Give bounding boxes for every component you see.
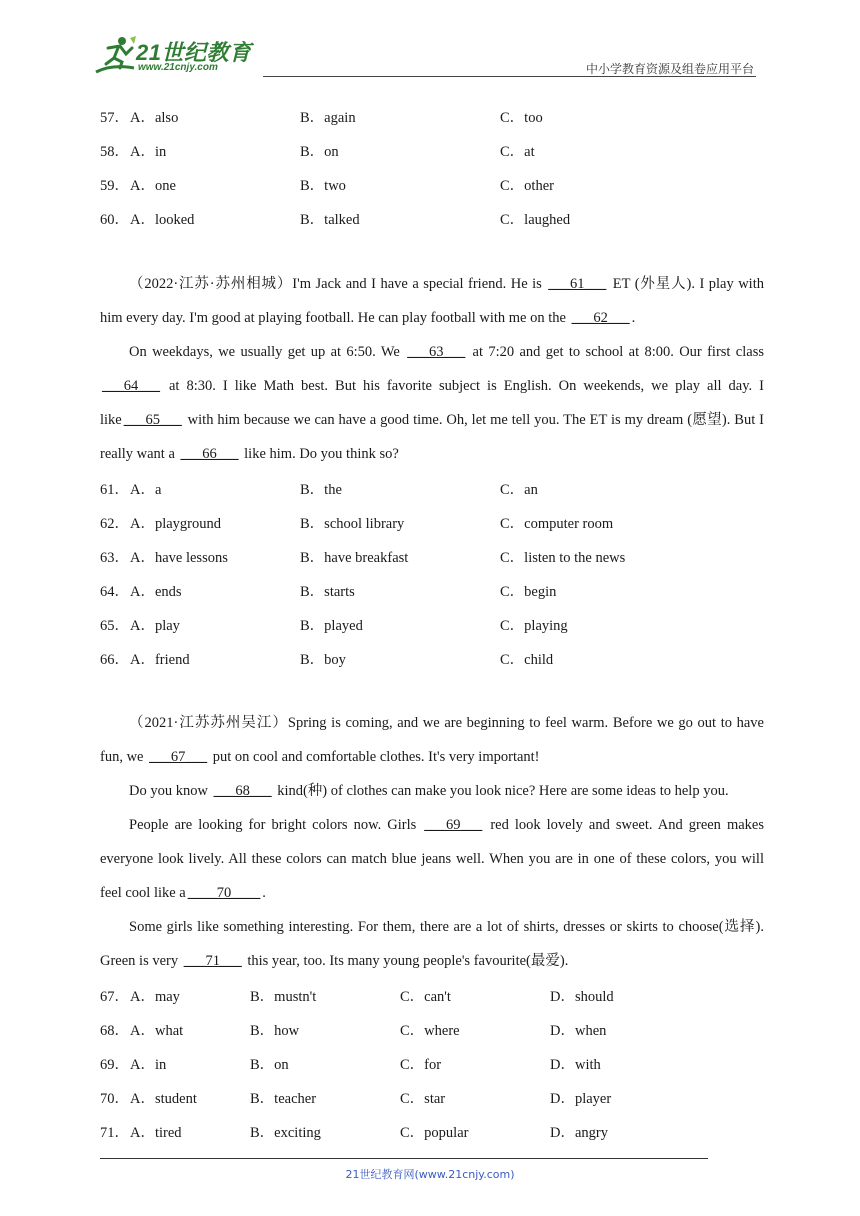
question-row-63 <box>100 546 780 580</box>
option-c: C．listen to the news <box>500 550 626 566</box>
question-number: 65． <box>100 618 129 634</box>
options-block-3 <box>100 985 780 1155</box>
passage-text: put on cool and comfortable clothes. It's very important! <box>209 749 540 765</box>
question-row-61 <box>100 478 780 512</box>
header-platform-name: 中小学教育资源及组卷应用平台 <box>585 62 754 76</box>
blank-69: ___69___ <box>424 817 483 833</box>
options-block-1 <box>100 106 780 242</box>
question-row-58 <box>100 140 780 174</box>
question-number: 67． <box>100 989 129 1005</box>
question-number: 61． <box>100 482 129 498</box>
option-a: A．one <box>130 178 176 194</box>
option-c: C．at <box>500 144 535 160</box>
option-a: A．playground <box>130 516 222 532</box>
option-b: B．talked <box>300 212 360 228</box>
blank-65: ___65___ <box>123 412 182 428</box>
option-b: B．have breakfast <box>300 550 409 566</box>
blank-68: ___68___ <box>213 783 272 799</box>
option-c: C．playing <box>500 618 568 634</box>
passage-text: I'm Jack and I have a special friend. He is <box>292 276 547 292</box>
passage-text: . <box>631 310 636 326</box>
blank-66: ___66___ <box>180 446 239 462</box>
option-b: B．on <box>250 1057 289 1073</box>
question-row-71 <box>100 1121 780 1155</box>
question-row-65 <box>100 614 780 648</box>
option-a: A．may <box>130 989 180 1005</box>
option-c: C．for <box>400 1057 442 1073</box>
option-b: B．boy <box>300 652 346 668</box>
question-row-69 <box>100 1053 780 1087</box>
page-header <box>0 0 860 82</box>
question-row-59 <box>100 174 780 208</box>
passage-text: red look lovely and sweet. And green makes everyone look lively. All these colors can match blue jeans well. When you are in one of these colors, you will feel cool like a <box>100 817 765 901</box>
blank-67: ___67___ <box>149 749 208 765</box>
option-a: A．what <box>130 1023 184 1039</box>
question-number: 59． <box>100 178 129 194</box>
option-c: C．begin <box>500 584 557 600</box>
logo-url: www.21cnjy.com <box>138 62 218 73</box>
option-b: B．again <box>300 110 356 126</box>
passage-text: . <box>262 885 266 901</box>
option-b: B．the <box>300 482 342 498</box>
passage-3-paragraph-3 <box>100 808 764 910</box>
passage-2 <box>100 267 764 471</box>
option-a: A．looked <box>130 212 195 228</box>
question-row-68 <box>100 1019 780 1053</box>
passage-text: at 7:20 and get to school at 8:00. Our first class <box>467 344 764 360</box>
passage-text: this year, too. Its many young people's favourite(最爱). <box>243 953 569 969</box>
option-c: C．child <box>500 652 554 668</box>
question-number: 66． <box>100 652 129 668</box>
passage-2-paragraph-1 <box>100 267 764 335</box>
option-a: A．a <box>130 482 162 498</box>
blank-62: ___62___ <box>571 310 630 326</box>
option-c: C．an <box>500 482 538 498</box>
option-c: C．popular <box>400 1125 469 1141</box>
passage-text: with him because we can have a good time. Oh, let me tell you. The ET is my dream (愿望). But I really want a <box>100 412 764 462</box>
option-a: A．in <box>130 1057 167 1073</box>
option-d: D．with <box>550 1057 601 1073</box>
option-b: B．exciting <box>250 1125 321 1141</box>
question-row-57 <box>100 106 780 140</box>
passage-text: kind(种) of clothes can make you look nice? Here are some ideas to help you. <box>273 783 729 799</box>
option-d: D．angry <box>550 1125 608 1141</box>
passage-text: On weekdays, we usually get up at 6:50. We <box>129 344 406 360</box>
passage-source: （2022·江苏·苏州相城） <box>129 276 293 292</box>
passage-text: Do you know <box>129 783 212 799</box>
question-row-62 <box>100 512 780 546</box>
question-number: 62． <box>100 516 129 532</box>
option-c: C．laughed <box>500 212 571 228</box>
blank-64: ___64___ <box>102 378 160 394</box>
option-c: C．can't <box>400 989 451 1005</box>
option-a: A．also <box>130 110 179 126</box>
option-a: A．play <box>130 618 180 634</box>
option-a: A．student <box>130 1091 197 1107</box>
option-a: A．ends <box>130 584 182 600</box>
passage-text: Spring is coming, and we are beginning to feel warm. Before we go out to have fun, we <box>100 715 764 765</box>
passage-text: ET (外星人). I play with him every day. I'm good at playing football. He can play football with me on the <box>100 276 764 326</box>
options-block-2 <box>100 478 780 682</box>
question-number: 60． <box>100 212 129 228</box>
header-divider <box>263 76 756 77</box>
question-number: 69． <box>100 1057 129 1073</box>
question-number: 64． <box>100 584 129 600</box>
option-d: D．should <box>550 989 614 1005</box>
question-row-60 <box>100 208 780 242</box>
option-a: A．friend <box>130 652 190 668</box>
question-row-64 <box>100 580 780 614</box>
logo-text: 21世纪教育 <box>136 40 252 65</box>
option-b: B．two <box>300 178 346 194</box>
passage-text: at 8:30. I like Math best. But his favorite subject is English. On weekends, we play all day. I like <box>100 378 764 428</box>
option-b: B．teacher <box>250 1091 317 1107</box>
question-number: 57． <box>100 110 129 126</box>
question-number: 63． <box>100 550 129 566</box>
passage-3-paragraph-4 <box>100 910 764 978</box>
option-b: B．played <box>300 618 363 634</box>
blank-70: ____70____ <box>187 885 261 901</box>
footer-text[interactable]: 21世纪教育网(www.21cnjy.com) <box>345 1168 515 1181</box>
passage-source: （2021·江苏苏州吴江） <box>129 715 288 731</box>
option-b: B．mustn't <box>250 989 317 1005</box>
option-b: B．how <box>250 1023 300 1039</box>
option-c: C．star <box>400 1091 446 1107</box>
option-c: C．other <box>500 178 554 194</box>
passage-3-paragraph-2 <box>100 774 764 808</box>
option-b: B．on <box>300 144 339 160</box>
passage-3-paragraph-1 <box>100 706 764 774</box>
option-d: D．when <box>550 1023 607 1039</box>
option-c: C．computer room <box>500 516 614 532</box>
question-row-67 <box>100 985 780 1019</box>
option-c: C．too <box>500 110 543 126</box>
question-row-70 <box>100 1087 780 1121</box>
question-number: 68． <box>100 1023 129 1039</box>
runner-logo-icon <box>94 34 138 74</box>
passage-text: Some girls like something interesting. For them, there are a lot of shirts, dresses or skirts to choose(选择). Green is very <box>100 919 764 969</box>
question-number: 70． <box>100 1091 129 1107</box>
option-b: B．starts <box>300 584 355 600</box>
option-a: A．in <box>130 144 167 160</box>
option-d: D．player <box>550 1091 612 1107</box>
footer-divider <box>100 1158 708 1159</box>
question-number: 58． <box>100 144 129 160</box>
blank-61: ___61___ <box>548 276 607 292</box>
option-c: C．where <box>400 1023 460 1039</box>
passage-2-paragraph-2 <box>100 335 764 471</box>
blank-63: ___63___ <box>407 344 466 360</box>
passage-text: like him. Do you think so? <box>240 446 399 462</box>
blank-71: ___71___ <box>183 953 242 969</box>
option-a: A．have lessons <box>130 550 228 566</box>
logo <box>94 34 264 78</box>
option-b: B．school library <box>300 516 405 532</box>
question-row-66 <box>100 648 780 682</box>
option-a: A．tired <box>130 1125 182 1141</box>
passage-3 <box>100 706 764 978</box>
passage-text: People are looking for bright colors now. Girls <box>129 817 423 833</box>
question-number: 71． <box>100 1125 129 1141</box>
